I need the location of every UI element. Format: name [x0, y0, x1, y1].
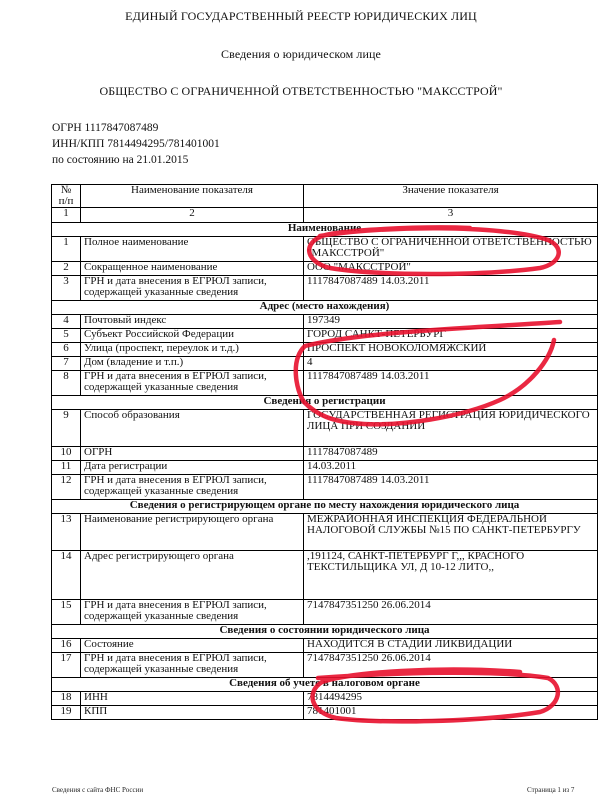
section-title: Сведения об учете в налоговом органе: [52, 678, 598, 692]
table-row: [52, 410, 598, 447]
table-row: [52, 315, 598, 329]
table-row: [52, 706, 598, 720]
row-value: ООО "МАКССТРОЙ": [304, 262, 598, 276]
inn-kpp-line: ИНН/КПП 7814494295/781401001: [52, 138, 220, 150]
row-label: ГРН и дата внесения в ЕГРЮЛ записи, содержащей указанные сведения: [81, 653, 304, 678]
row-number: 2: [52, 262, 81, 276]
row-number: 19: [52, 706, 81, 720]
table-row: [52, 237, 598, 262]
row-value: МЕЖРАЙОННАЯ ИНСПЕКЦИЯ ФЕДЕРАЛЬНОЙ НАЛОГОВОЙ СЛУЖБЫ №15 ПО САНКТ-ПЕТЕРБУРГУ: [304, 514, 598, 551]
row-number: 8: [52, 371, 81, 396]
row-value: ГОСУДАРСТВЕННАЯ РЕГИСТРАЦИЯ ЮРИДИЧЕСКОГО ЛИЦА ПРИ СОЗДАНИИ: [304, 410, 598, 447]
row-label: Сокращенное наименование: [81, 262, 304, 276]
section-row-authority: [52, 500, 598, 514]
row-value: 1117847087489 14.03.2011: [304, 475, 598, 500]
row-number: 12: [52, 475, 81, 500]
row-value: 1117847087489 14.03.2011: [304, 276, 598, 301]
row-number: 5: [52, 329, 81, 343]
section-title: Наименование: [52, 223, 598, 237]
table-header-numbers-row: [52, 208, 598, 223]
col-header-name: Наименование показателя: [81, 185, 304, 208]
row-number: 4: [52, 315, 81, 329]
row-label: Адрес регистрирующего органа: [81, 551, 304, 600]
table-header-row: [52, 185, 598, 208]
row-label: Способ образования: [81, 410, 304, 447]
row-label: КПП: [81, 706, 304, 720]
table-row: [52, 692, 598, 706]
section-title: Сведения о состоянии юридического лица: [52, 625, 598, 639]
section-row-status: [52, 625, 598, 639]
row-number: 14: [52, 551, 81, 600]
registry-title: ЕДИНЫЙ ГОСУДАРСТВЕННЫЙ РЕЕСТР ЮРИДИЧЕСКИХ ЛИЦ: [125, 9, 477, 23]
row-value: 7147847351250 26.06.2014: [304, 600, 598, 625]
footer-source: Сведения с сайта ФНС России: [52, 786, 144, 794]
row-label: ИНН: [81, 692, 304, 706]
row-number: 13: [52, 514, 81, 551]
row-number: 7: [52, 357, 81, 371]
row-label: ГРН и дата внесения в ЕГРЮЛ записи, содержащей указанные сведения: [81, 276, 304, 301]
col-num-1: 1: [52, 208, 81, 223]
col-num-2: 2: [81, 208, 304, 223]
row-number: 11: [52, 461, 81, 475]
row-value: 1117847087489: [304, 447, 598, 461]
row-value: ,191124, САНКТ-ПЕТЕРБУРГ Г,,, КРАСНОГО ТЕКСТИЛЬЩИКА УЛ, Д 10-12 ЛИТО,,: [304, 551, 598, 600]
row-value: 781401001: [304, 706, 598, 720]
registry-table: [51, 184, 598, 720]
table-row: [52, 514, 598, 551]
row-label: Наименование регистрирующего органа: [81, 514, 304, 551]
as-of-date-line: по состоянию на 21.01.2015: [52, 154, 189, 166]
row-number: 15: [52, 600, 81, 625]
row-label: Почтовый индекс: [81, 315, 304, 329]
row-value: 1117847087489 14.03.2011: [304, 371, 598, 396]
table-row: [52, 343, 598, 357]
row-value: ПРОСПЕКТ НОВОКОЛОМЯЖСКИЙ: [304, 343, 598, 357]
table-row: [52, 329, 598, 343]
row-label: Дом (владение и т.п.): [81, 357, 304, 371]
section-row-name: [52, 223, 598, 237]
row-value: 4: [304, 357, 598, 371]
section-title: Сведения о регистрирующем органе по месту нахождения юридического лица: [52, 500, 598, 514]
document-subtitle: Сведения о юридическом лице: [221, 47, 381, 61]
table-row: [52, 262, 598, 276]
col-header-value: Значение показателя: [304, 185, 598, 208]
row-label: ГРН и дата внесения в ЕГРЮЛ записи, содержащей указанные сведения: [81, 371, 304, 396]
row-label: ГРН и дата внесения в ЕГРЮЛ записи, содержащей указанные сведения: [81, 475, 304, 500]
section-title: Адрес (место нахождения): [52, 301, 598, 315]
row-number: 16: [52, 639, 81, 653]
table-row: [52, 653, 598, 678]
row-label: Субъект Российской Федерации: [81, 329, 304, 343]
row-value: 7147847351250 26.06.2014: [304, 653, 598, 678]
row-number: 17: [52, 653, 81, 678]
table-row: [52, 371, 598, 396]
row-number: 1: [52, 237, 81, 262]
table-row: [52, 276, 598, 301]
row-number: 18: [52, 692, 81, 706]
table-row: [52, 551, 598, 600]
row-label: ГРН и дата внесения в ЕГРЮЛ записи, содержащей указанные сведения: [81, 600, 304, 625]
row-label: Улица (проспект, переулок и т.д.): [81, 343, 304, 357]
row-number: 9: [52, 410, 81, 447]
row-value: НАХОДИТСЯ В СТАДИИ ЛИКВИДАЦИИ: [304, 639, 598, 653]
section-row-registration: [52, 396, 598, 410]
row-label: Дата регистрации: [81, 461, 304, 475]
table-row: [52, 447, 598, 461]
row-number: 6: [52, 343, 81, 357]
row-value: 7814494295: [304, 692, 598, 706]
table-row: [52, 475, 598, 500]
company-title: ОБЩЕСТВО С ОГРАНИЧЕННОЙ ОТВЕТСТВЕННОСТЬЮ "МАКССТРОЙ": [99, 84, 503, 98]
table-row: [52, 357, 598, 371]
row-value: ОБЩЕСТВО С ОГРАНИЧЕННОЙ ОТВЕТСТВЕННОСТЬЮ "МАКССТРОЙ": [304, 237, 598, 262]
row-label: Полное наименование: [81, 237, 304, 262]
row-label: Состояние: [81, 639, 304, 653]
section-title: Сведения о регистрации: [52, 396, 598, 410]
col-num-3: 3: [304, 208, 598, 223]
table-row: [52, 639, 598, 653]
col-header-num: № п/п: [52, 185, 81, 208]
section-row-address: [52, 301, 598, 315]
row-value: 14.03.2011: [304, 461, 598, 475]
footer-page-number: Страница 1 из 7: [527, 786, 575, 794]
row-number: 3: [52, 276, 81, 301]
table-row: [52, 600, 598, 625]
row-value: ГОРОД САНКТ-ПЕТЕРБУРГ: [304, 329, 598, 343]
table-row: [52, 461, 598, 475]
row-number: 10: [52, 447, 81, 461]
row-value: 197349: [304, 315, 598, 329]
row-label: ОГРН: [81, 447, 304, 461]
ogrn-line: ОГРН 1117847087489: [52, 122, 159, 134]
section-row-tax: [52, 678, 598, 692]
